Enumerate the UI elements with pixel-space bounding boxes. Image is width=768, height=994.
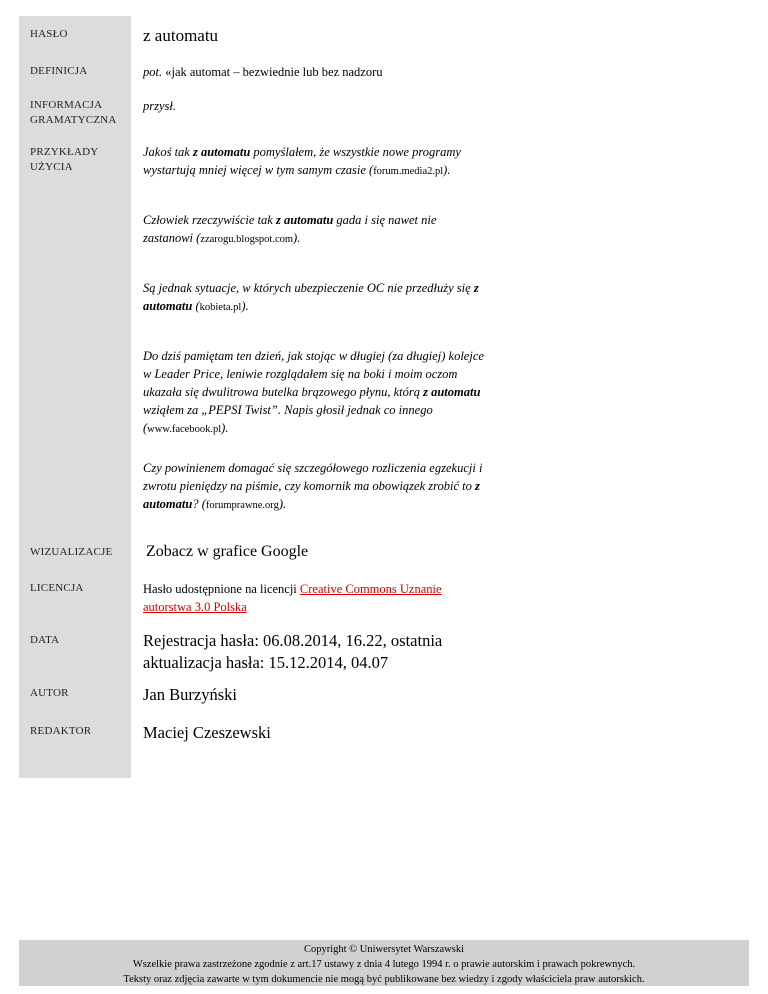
example-4: Do dziś pamiętam ten dzień, jak stojąc w długiej (za długiej) kolejce w Leader Price, leniwie rozglądałem się na boki i moim oczom ukazała się dwulitrowa butelka brązowego płynu, którą z automatu wziąłem za „PEPSI Twist”. Napis głosił jednak co innego (www.facebook.pl). [143,349,484,435]
example-source: zzarogu.blogspot.com [200,234,294,245]
license-text: Hasło udostępnione na licencji Creative Commons Uznanie autorstwa 3.0 Polska [143,582,442,614]
label-informacja-line2: GRAMATYCZNA [30,114,117,126]
example-2: Człowiek rzeczywiście tak z automatu gada i się nawet nie zastanowi (zzarogu.blogspot.com). [143,213,437,245]
label-przyklady [30,145,98,175]
label-definicja: DEFINICJA [30,65,88,77]
definition [143,63,383,81]
example-3: Są jednak sytuacje, w których ubezpieczenie OC nie przedłuży się z automatu (kobieta.pl). [143,281,479,313]
example-5: Czy powinienem domagać się szczegółowego rozliczenia egzekucji i zwrotu pieniędzy na piśmie, czy komornik ma obowiązek zrobić to z automatu? (forumprawne.org). [143,461,483,511]
example-source: kobieta.pl [199,302,242,313]
footer-line-2: Wszelkie prawa zastrzeżone zgodnie z art.17 ustawy z dnia 4 lutego 1994 r. o prawie autorskim i prawach pokrewnych. [132,959,636,970]
label-wizualizacje: WIZUALIZACJE [30,546,113,558]
footer-line-3: Teksty oraz zdjęcia zawarte w tym dokumencie nie mogą być publikowane bez wiedzy i zgody właściciela praw autorskich. [123,974,645,985]
example-source: forum.media2.pl [373,166,444,177]
label-data: DATA [30,634,60,646]
label-informacja [30,98,117,128]
example-1: Jakoś tak z automatu pomyślałem, że wszystkie nowe programy wystartują mniej więcej w tym samym czasie (forum.media2.pl). [143,145,461,177]
example-source: www.facebook.pl [147,424,222,435]
label-autor: AUTOR [30,687,69,699]
copyright-footer [19,940,749,986]
label-przyklady-line1: PRZYKŁADY [30,146,99,158]
definition-qualifier: pot. [143,65,163,79]
label-przyklady-line2: UŻYCIA [30,161,73,173]
license-link[interactable]: Creative Commons Uznanie autorstwa 3.0 Polska [143,582,442,614]
label-licencja: LICENCJA [30,582,84,594]
footer-line-1: Copyright © Uniwersytet Warszawski [303,944,465,955]
editor-name: Maciej Czeszewski [143,723,271,742]
label-informacja-line1: INFORMACJA [30,99,103,111]
grammar-info: przysł. [143,99,176,113]
label-haslo: HASŁO [30,28,68,40]
label-column [19,16,131,778]
headword: z automatu [143,26,219,45]
example-source: forumprawne.org [205,500,279,511]
author-name: Jan Burzyński [143,685,237,704]
definition-text: «jak automat – bezwiednie lub bez nadzoru [162,65,383,79]
entry-dates: Rejestracja hasła: 06.08.2014, 16.22, ostatnia aktualizacja hasła: 15.12.2014, 04.07 [143,631,443,672]
label-redaktor: REDAKTOR [30,725,92,737]
google-images-link[interactable]: Zobacz w grafice Google [146,543,309,560]
